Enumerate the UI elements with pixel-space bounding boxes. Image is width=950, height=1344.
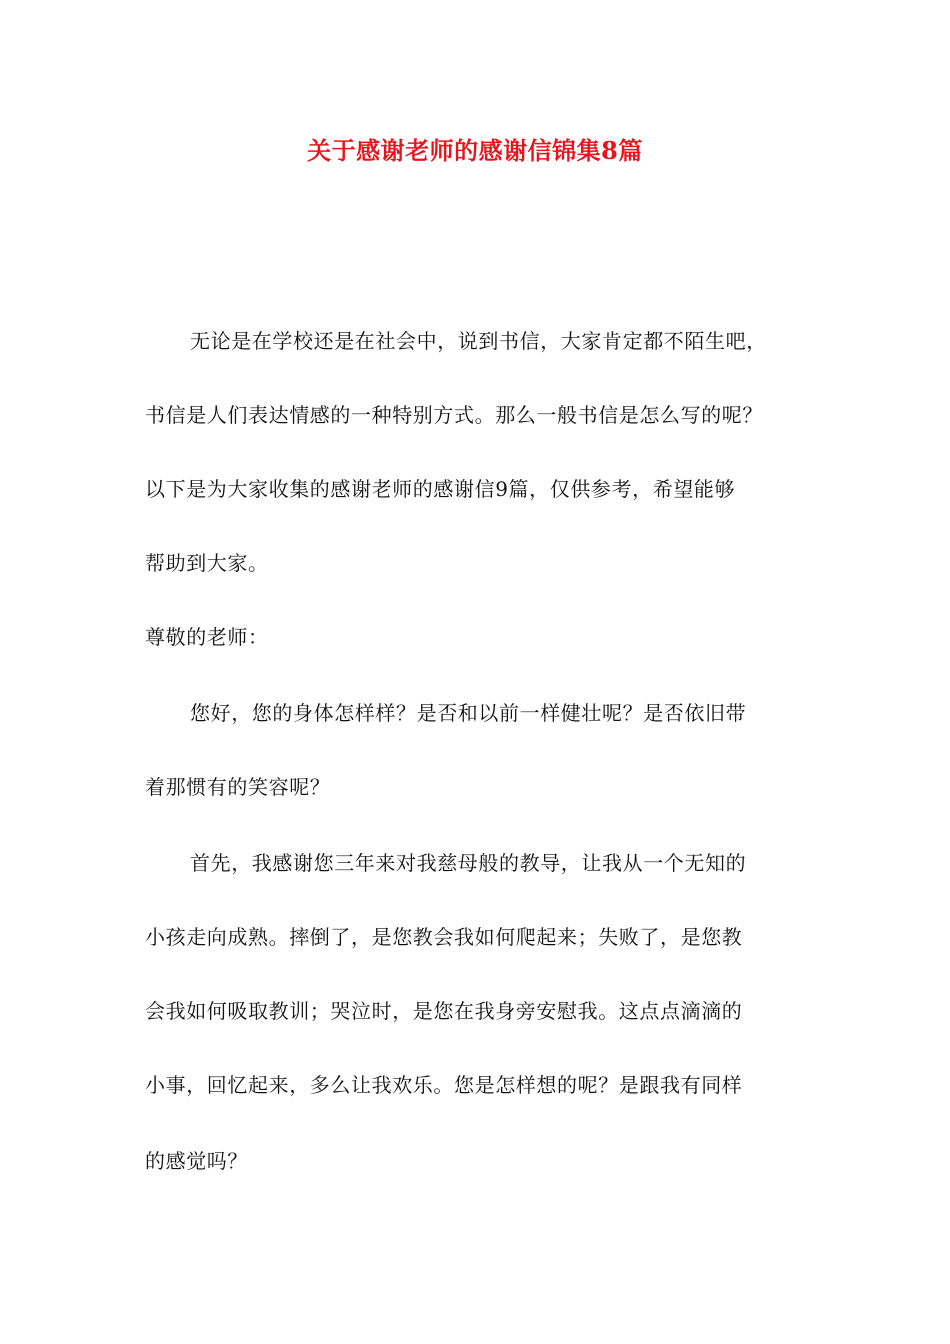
paragraph-line: 首先，我感谢您三年来对我慈母般的教导，让我从一个无知的 — [190, 851, 747, 875]
paragraph-line: 会我如何吸取教训；哭泣时，是您在我身旁安慰我。这点点滴滴的 — [145, 999, 743, 1023]
paragraph-line: 您好，您的身体怎样样？是否和以前一样健壮呢？是否依旧带 — [190, 701, 747, 725]
paragraph-line: 小孩走向成熟。摔倒了，是您教会我如何爬起来；失败了，是您教 — [145, 925, 743, 949]
paragraph-line: 的感觉吗？ — [145, 1149, 248, 1173]
paragraph-line: 书信是人们表达情感的一种特别方式。那么一般书信是怎么写的呢？ — [145, 403, 763, 427]
document-title: 关于感谢老师的感谢信锦集8篇 — [307, 136, 643, 165]
salutation: 尊敬的老师： — [145, 625, 269, 649]
paragraph-line: 无论是在学校还是在社会中，说到书信，大家肯定都不陌生吧， — [190, 329, 767, 353]
paragraph-line: 着那惯有的笑容呢？ — [145, 775, 331, 799]
paragraph-line: 帮助到大家。 — [145, 551, 269, 575]
paragraph-line: 以下是为大家收集的感谢老师的感谢信9篇，仅供参考，希望能够 — [145, 477, 736, 501]
paragraph-line: 小事，回忆起来，多么让我欢乐。您是怎样想的呢？是跟我有同样 — [145, 1073, 743, 1097]
